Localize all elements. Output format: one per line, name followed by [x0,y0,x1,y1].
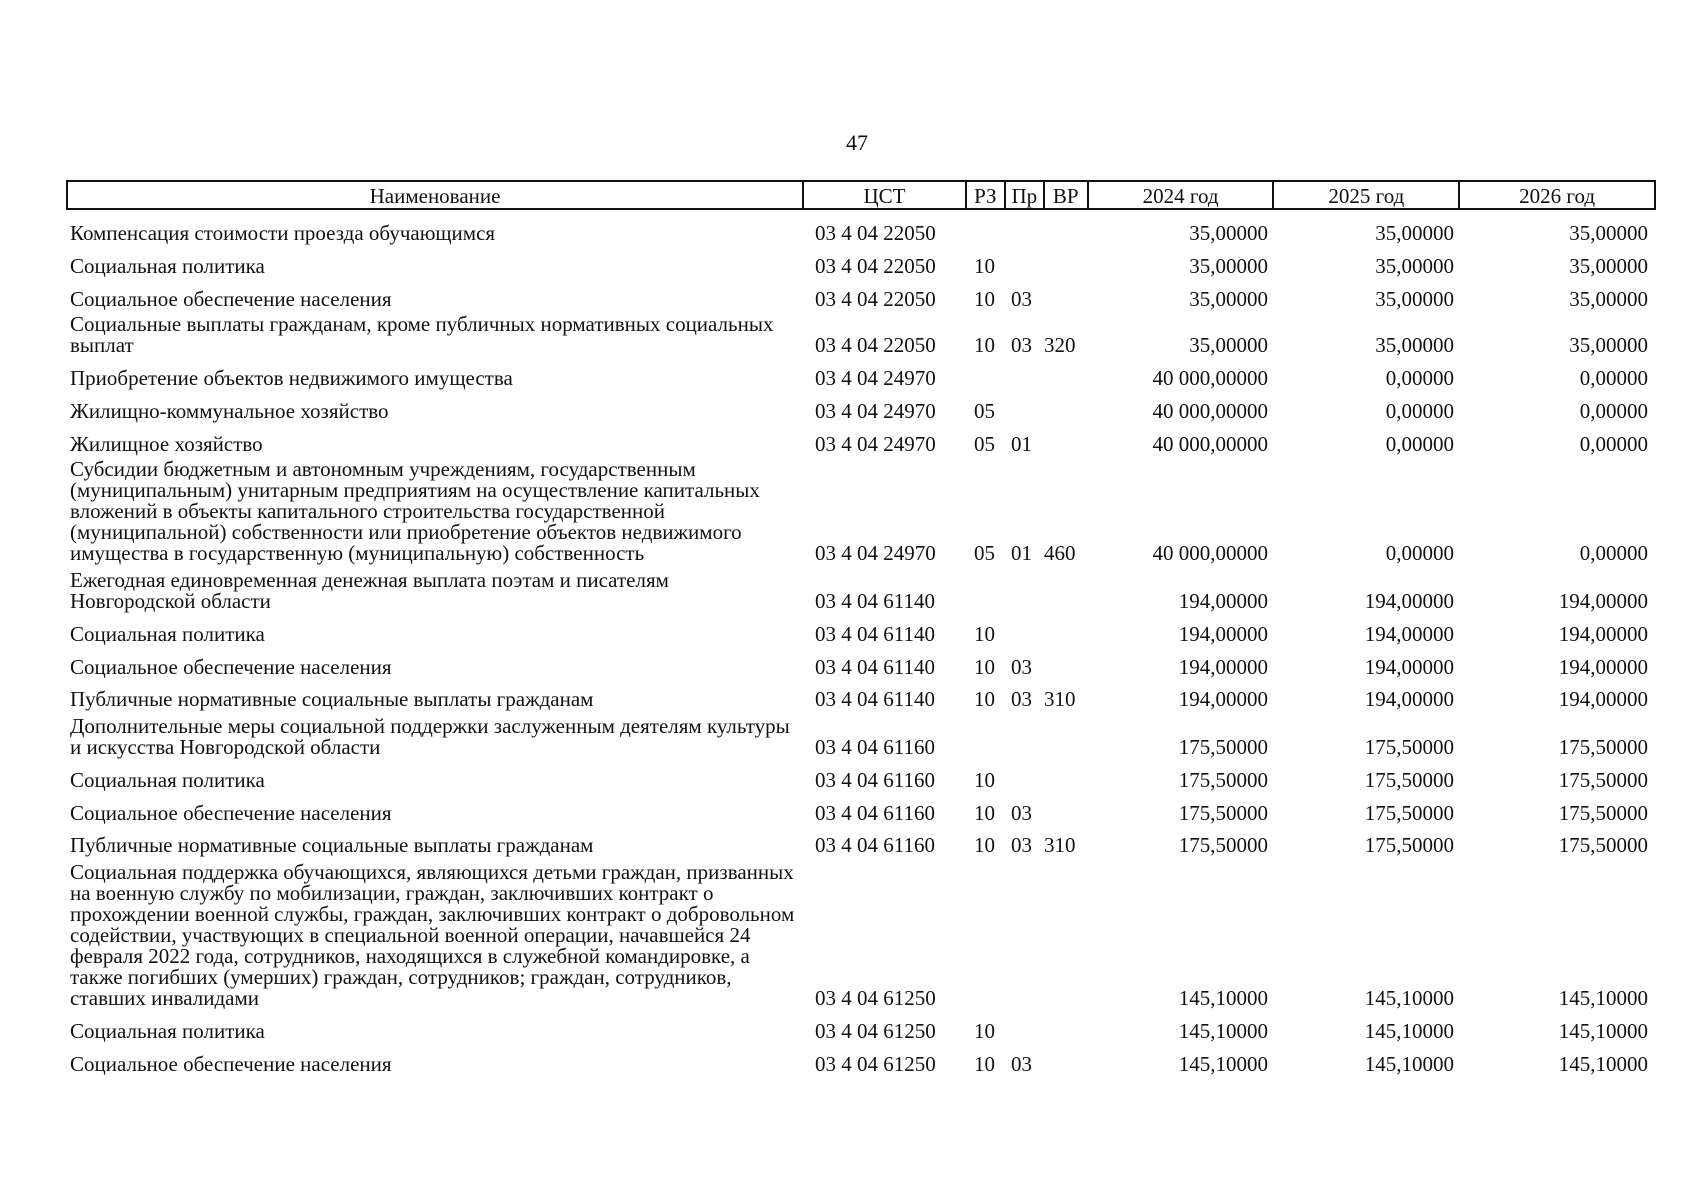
row-cst: 03 4 04 22050 [815,287,936,311]
table-row [66,395,1656,422]
row-pr: 03 [1011,1052,1032,1076]
table-row [66,459,1656,564]
row-2024-value: 175,50000 [1178,768,1268,792]
row-pr [1005,416,1044,422]
row-cst: 03 4 04 61160 [815,768,935,792]
row-2024-value: 194,00000 [1178,589,1268,613]
row-vr [1044,383,1088,389]
row-name: Социальное обеспечение населения [70,801,392,825]
row-cst: 03 4 04 61160 [815,833,935,857]
row-name: Компенсация стоимости проезда обучающимся [70,221,496,245]
row-vr [1044,818,1088,824]
row-vr: 320 [1044,333,1076,357]
row-cst: 03 4 04 61140 [815,589,935,613]
row-vr: 310 [1044,833,1076,857]
row-pr [1005,606,1044,612]
header-vr: ВР [1045,182,1089,208]
row-2026-value: 194,00000 [1558,622,1648,646]
header-name: Наименование [68,182,804,208]
row-name: Ежегодная единовременная денежная выплата поэтам и писателям Новгородской области [70,568,669,613]
row-cst: 03 4 04 22050 [815,221,936,245]
row-2025-value: 35,00000 [1375,333,1454,357]
row-2025-value: 175,50000 [1364,768,1454,792]
row-vr [1044,606,1088,612]
row-vr [1044,271,1088,277]
table-row [66,1015,1656,1042]
row-2026-value: 145,10000 [1558,1019,1648,1043]
row-name: Субсидии бюджетным и автономным учреждениям, государственным (муниципальным) унитарным предприятиям на осуществление капитальных вложений в объекты капитального строительства государственной (муниципальной) собственности или приобретение объектов недвижимого имущества в государственную (муниципальную) собственность [70,457,760,565]
row-name: Социальная политика [70,622,265,646]
table-row [66,217,1656,244]
budget-table [66,180,1656,1075]
row-2026-value: 194,00000 [1558,589,1648,613]
row-vr [1044,1036,1088,1042]
row-name: Публичные нормативные социальные выплаты гражданам [70,687,594,711]
row-rz: 05 [974,432,995,456]
row-pr [1005,383,1044,389]
row-vr [1044,1069,1088,1075]
row-2026-value: 194,00000 [1558,655,1648,679]
row-2026-value: 145,10000 [1558,1052,1648,1076]
table-row [66,862,1656,1009]
table-row [66,618,1656,645]
row-cst: 03 4 04 61140 [815,687,935,711]
header-2024: 2024 год [1089,182,1275,208]
row-vr [1044,785,1088,791]
row-rz: 10 [974,254,995,278]
row-pr: 01 [1011,541,1032,565]
table-row [66,797,1656,824]
row-pr: 03 [1011,333,1032,357]
row-2024-value: 194,00000 [1178,687,1268,711]
table-row [66,283,1656,310]
row-2024-value: 35,00000 [1189,333,1268,357]
row-cst: 03 4 04 24970 [815,366,936,390]
row-2026-value: 0,00000 [1579,399,1648,423]
row-2026-value: 35,00000 [1569,333,1648,357]
table-row [66,362,1656,389]
row-vr [1044,449,1088,455]
row-pr: 01 [1011,432,1032,456]
row-rz [966,1003,1005,1009]
row-2025-value: 0,00000 [1385,541,1454,565]
row-vr: 310 [1044,687,1076,711]
row-vr [1044,752,1088,758]
page-number: 47 [846,130,868,155]
row-2024-value: 175,50000 [1178,833,1268,857]
row-vr [1044,416,1088,422]
row-cst: 03 4 04 24970 [815,432,936,456]
table-row [66,570,1656,612]
row-rz [966,606,1005,612]
row-cst: 03 4 04 61160 [815,735,935,759]
row-2024-value: 145,10000 [1178,1019,1268,1043]
row-2025-value: 145,10000 [1364,1019,1454,1043]
row-cst: 03 4 04 22050 [815,254,936,278]
row-vr [1044,639,1088,645]
row-cst: 03 4 04 61250 [815,1052,936,1076]
row-vr [1044,672,1088,678]
row-2025-value: 194,00000 [1364,655,1454,679]
table-row [66,428,1656,455]
row-name: Дополнительные меры социальной поддержки заслуженным деятелям культуры и искусства Новгородской области [70,714,790,759]
row-rz: 10 [974,687,995,711]
table-row [66,683,1656,710]
row-rz: 10 [974,655,995,679]
row-rz: 10 [974,622,995,646]
row-pr: 03 [1011,655,1032,679]
row-vr [1044,238,1088,244]
row-name: Социальная политика [70,254,265,278]
row-rz: 05 [974,399,995,423]
row-2024-value: 194,00000 [1178,622,1268,646]
row-vr [1044,304,1088,310]
table-row [66,829,1656,856]
row-2025-value: 35,00000 [1375,221,1454,245]
row-cst: 03 4 04 61250 [815,986,936,1010]
header-cst: ЦСТ [804,182,967,208]
row-rz [966,752,1005,758]
row-2024-value: 35,00000 [1189,221,1268,245]
row-2026-value: 175,50000 [1558,801,1648,825]
row-2026-value: 0,00000 [1579,432,1648,456]
table-row [66,250,1656,277]
row-2024-value: 175,50000 [1178,801,1268,825]
row-cst: 03 4 04 24970 [815,541,936,565]
row-2024-value: 40 000,00000 [1152,399,1268,423]
row-rz: 10 [974,768,995,792]
row-2024-value: 35,00000 [1189,287,1268,311]
row-rz: 10 [974,1019,995,1043]
table-body [66,217,1656,1075]
row-pr [1005,1036,1044,1042]
row-rz: 10 [974,333,995,357]
row-pr [1005,785,1044,791]
row-2025-value: 194,00000 [1364,687,1454,711]
row-pr [1005,238,1044,244]
row-2025-value: 0,00000 [1385,432,1454,456]
row-cst: 03 4 04 22050 [815,333,936,357]
row-cst: 03 4 04 61250 [815,1019,936,1043]
row-2026-value: 35,00000 [1569,287,1648,311]
row-pr [1005,752,1044,758]
table-row [66,314,1656,356]
row-2024-value: 40 000,00000 [1152,432,1268,456]
row-2025-value: 145,10000 [1364,1052,1454,1076]
row-2025-value: 175,50000 [1364,833,1454,857]
row-name: Жилищно-коммунальное хозяйство [70,399,389,423]
row-vr: 460 [1044,541,1076,565]
row-name: Социальная политика [70,1019,265,1043]
row-2026-value: 35,00000 [1569,221,1648,245]
row-2025-value: 145,10000 [1364,986,1454,1010]
row-2024-value: 40 000,00000 [1152,366,1268,390]
row-2025-value: 194,00000 [1364,622,1454,646]
row-rz: 05 [974,541,995,565]
table-row [66,716,1656,758]
row-name: Социальное обеспечение населения [70,1052,392,1076]
row-2026-value: 175,50000 [1558,833,1648,857]
row-name: Социальная политика [70,768,265,792]
row-2026-value: 145,10000 [1558,986,1648,1010]
row-2025-value: 175,50000 [1364,801,1454,825]
row-rz [966,238,1005,244]
row-2026-value: 175,50000 [1558,768,1648,792]
row-cst: 03 4 04 24970 [815,399,936,423]
row-name: Приобретение объектов недвижимого имущества [70,366,513,390]
row-pr [1005,271,1044,277]
row-2025-value: 0,00000 [1385,366,1454,390]
header-pr: Пр [1006,182,1045,208]
row-rz: 10 [974,287,995,311]
row-2025-value: 0,00000 [1385,399,1454,423]
row-name: Жилищное хозяйство [70,432,263,456]
row-pr: 03 [1011,287,1032,311]
row-cst: 03 4 04 61140 [815,622,935,646]
table-row [66,764,1656,791]
row-name: Публичные нормативные социальные выплаты гражданам [70,833,594,857]
row-name: Социальные выплаты гражданам, кроме публичных нормативных социальных выплат [70,312,774,357]
row-pr: 03 [1011,801,1032,825]
row-name: Социальное обеспечение населения [70,287,392,311]
row-rz: 10 [974,833,995,857]
table-row [66,651,1656,678]
row-rz: 10 [974,1052,995,1076]
row-2026-value: 194,00000 [1558,687,1648,711]
row-2025-value: 175,50000 [1364,735,1454,759]
row-2024-value: 40 000,00000 [1152,541,1268,565]
row-2024-value: 35,00000 [1189,254,1268,278]
row-name: Социальная поддержка обучающихся, являющихся детьми граждан, призванных на военную службу по мобилизации, граждан, заключивших контракт о прохождении военной службы, граждан, заключивших контракт о добровольном содействии, участвующих в специальной военной операции, начавшейся 24 февраля 2022 года, сотрудников, находящихся в служебной командировке, а также погибших (умерших) граждан, сотрудников; граждан, сотрудников, ставших инвалидами [70,860,795,1010]
row-pr [1005,639,1044,645]
row-name: Социальное обеспечение населения [70,655,392,679]
row-pr: 03 [1011,833,1032,857]
table-row [66,1048,1656,1075]
row-2024-value: 175,50000 [1178,735,1268,759]
row-2024-value: 145,10000 [1178,986,1268,1010]
row-2024-value: 145,10000 [1178,1052,1268,1076]
row-rz: 10 [974,801,995,825]
row-pr [1005,1003,1044,1009]
row-2026-value: 175,50000 [1558,735,1648,759]
row-cst: 03 4 04 61140 [815,655,935,679]
row-2025-value: 35,00000 [1375,287,1454,311]
row-2024-value: 194,00000 [1178,655,1268,679]
table-header [66,180,1656,210]
row-2026-value: 0,00000 [1579,366,1648,390]
row-2025-value: 35,00000 [1375,254,1454,278]
header-2026: 2026 год [1519,183,1596,208]
row-pr: 03 [1011,687,1032,711]
row-cst: 03 4 04 61160 [815,801,935,825]
row-2026-value: 35,00000 [1569,254,1648,278]
row-2025-value: 194,00000 [1364,589,1454,613]
row-vr [1044,1003,1088,1009]
header-rz: РЗ [967,182,1006,208]
header-2025: 2025 год [1274,182,1460,208]
row-rz [966,383,1005,389]
row-2026-value: 0,00000 [1579,541,1648,565]
